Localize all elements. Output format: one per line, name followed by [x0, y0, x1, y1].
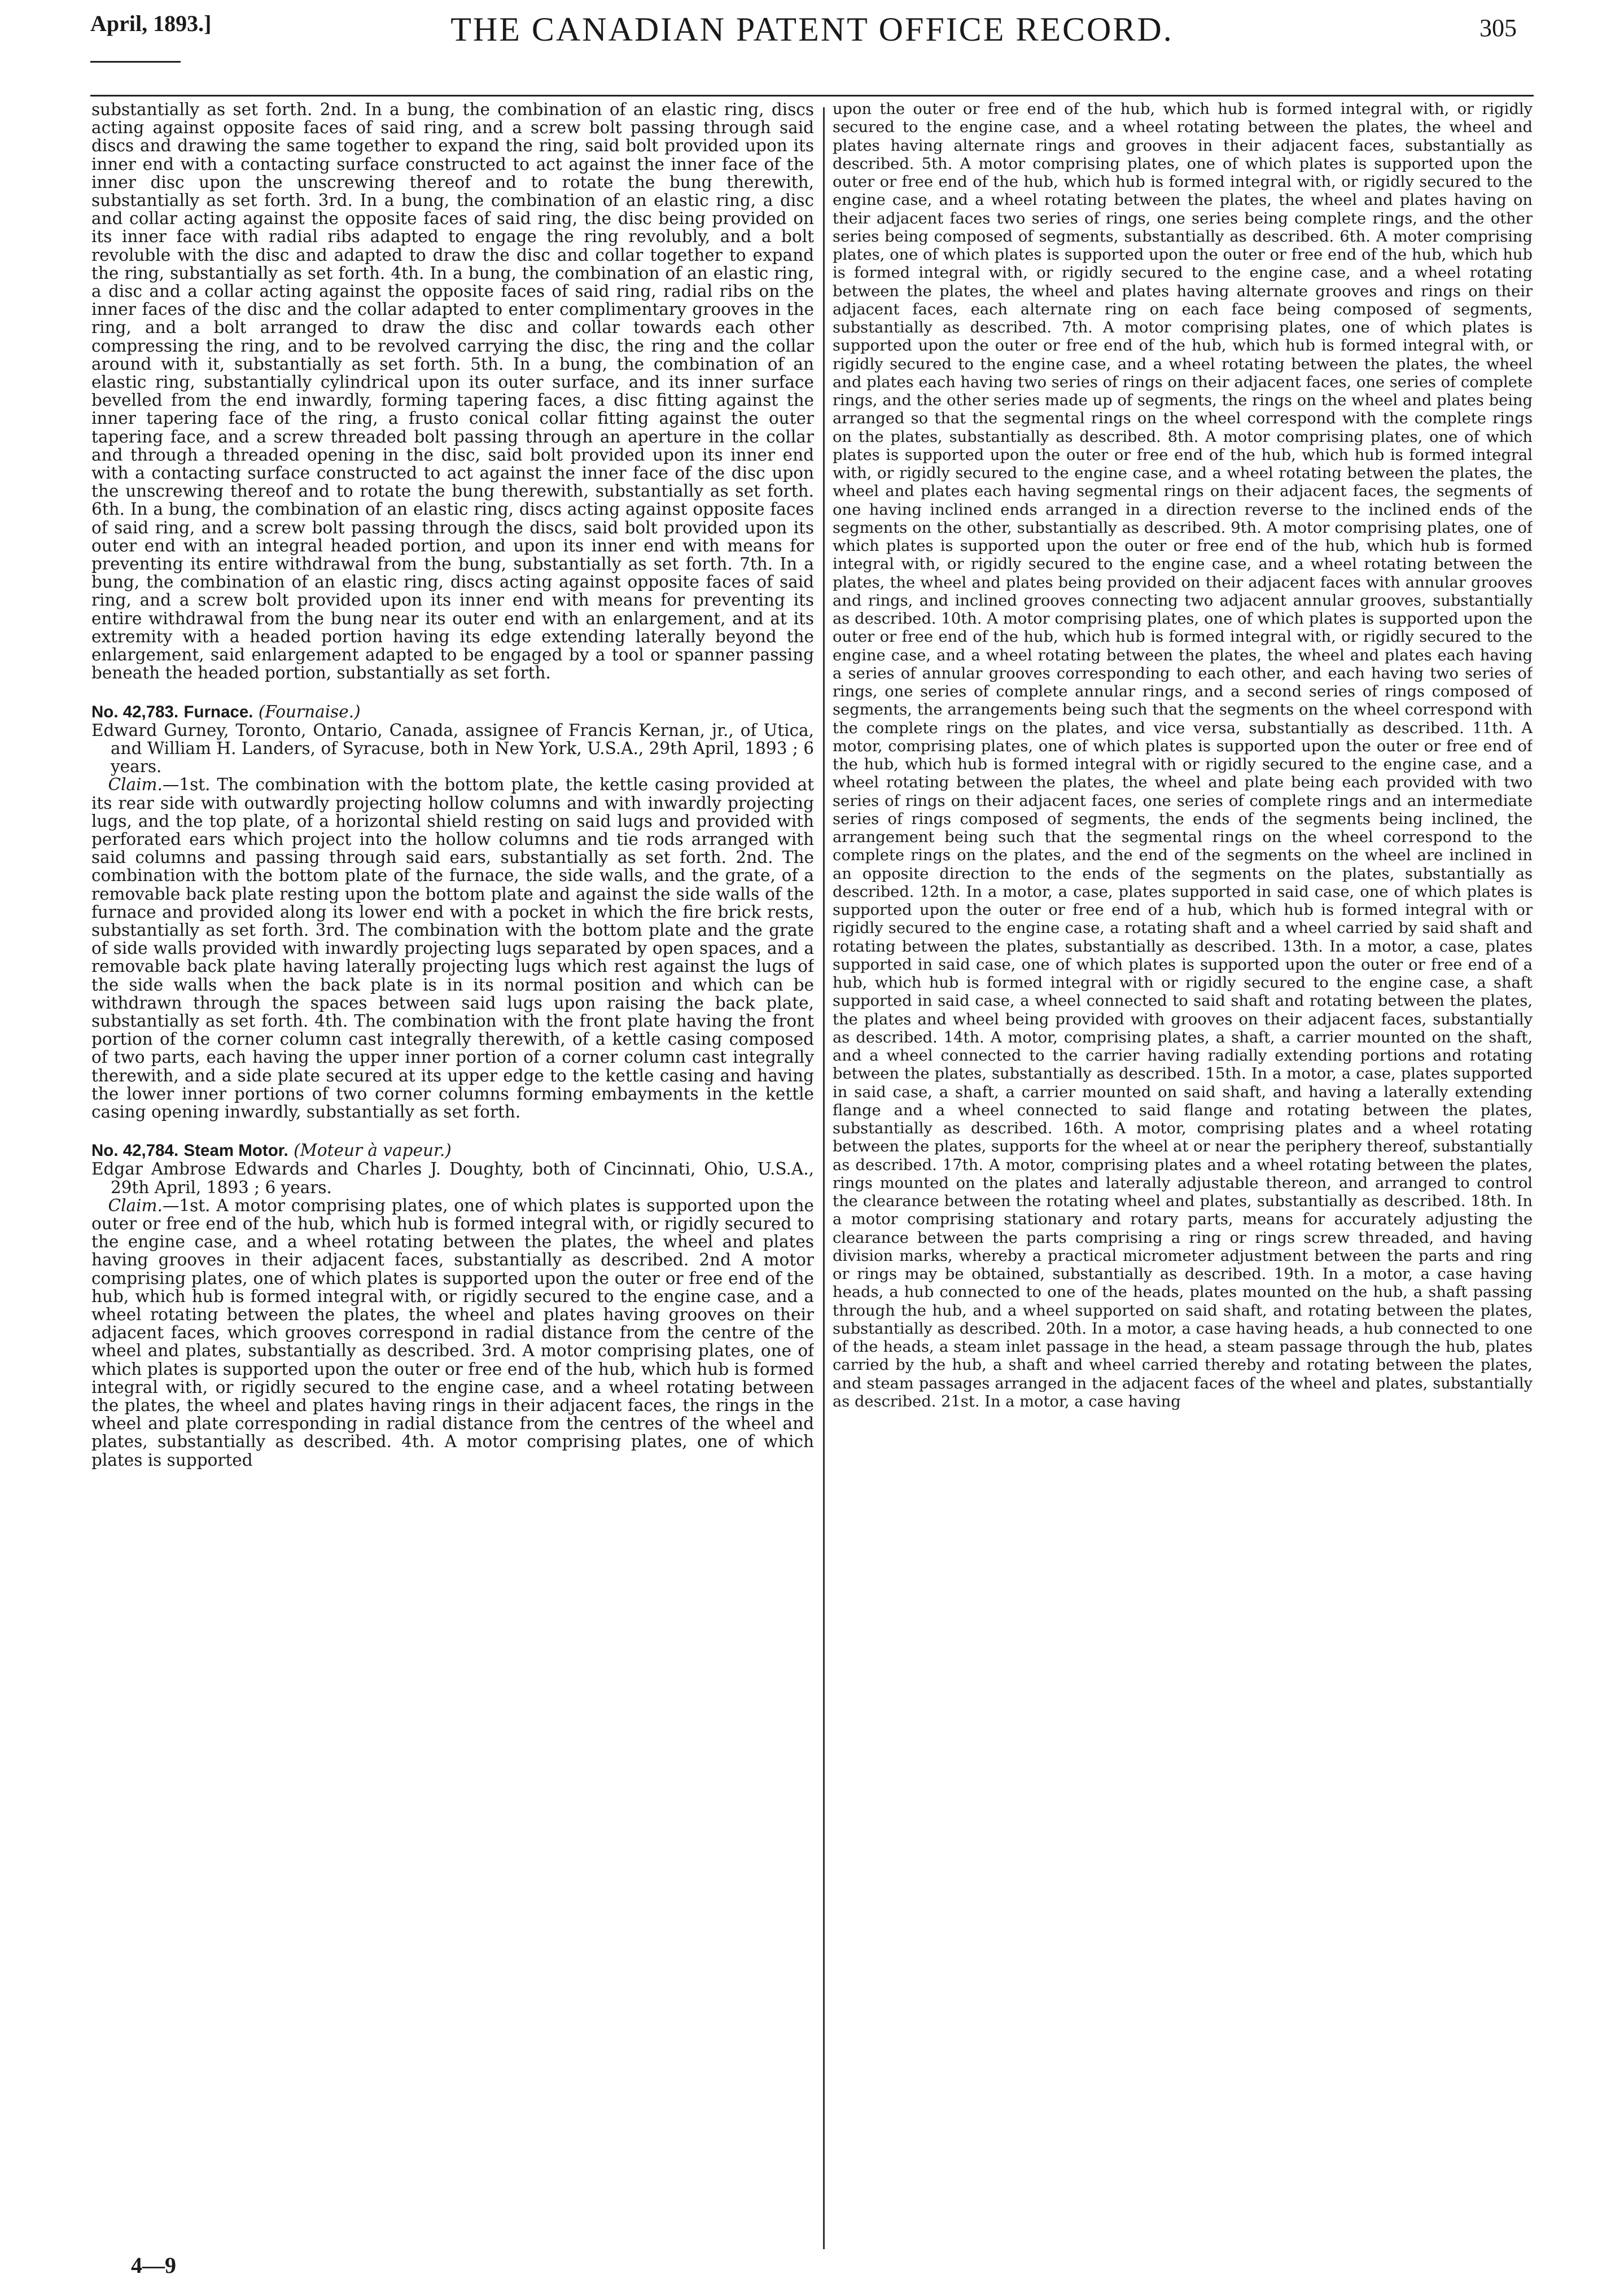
patent-french-title: (Fournaise.) [258, 702, 361, 721]
claim-label: Claim. [108, 1195, 163, 1215]
patent-entry-heading [91, 1141, 814, 1160]
patent-entry-heading [91, 703, 814, 721]
header-date: April, 1893.] [90, 11, 212, 36]
patent-number: No. 42,783. [91, 702, 179, 721]
patent-inventor: Edward Gurney, Toronto, Ontario, Canada, assignee of Francis Kernan, jr., of Utica, and William H. Landers, of Syracuse, both in New York, U.S.A., 29th April, 1893 ; 6 years. [91, 720, 814, 777]
patent-claims [91, 775, 814, 1121]
header-short-rule [90, 61, 181, 63]
patent-number: No. 42,784. [91, 1141, 179, 1160]
column-divider [823, 107, 825, 2249]
patent-title: Furnace. [183, 702, 253, 721]
right-column [833, 100, 1533, 1411]
claim-label: Claim. [108, 775, 163, 795]
left-column [91, 100, 814, 1469]
page-number: 305 [1479, 14, 1517, 42]
patent-claims [91, 1197, 814, 1469]
page-title: THE CANADIAN PATENT OFFICE RECORD. [450, 11, 1174, 48]
header-rule [90, 95, 1534, 97]
claims-text: —1st. The combination with the bottom plate, the kettle casing provided at its rear side with outwardly projecting hollow columns and with inwardly projecting lugs, and the top plate, of a horizontal shield resting on said lugs and provided with perforated ears which project into the hollow columns and tie rods arranged with said columns and passing through said ears, substantially as set forth. 2nd. The combination with the bottom plate of the furnace, the side walls, and the grate, of a removable back plate resting upon the bottom plate and against the side walls of the furnace and provided along its lower end with a pocket in which the fire brick rests, substantially as set forth. 3rd. The combination with the bottom plate and the grate of side walls provided with inwardly projecting lugs separated by open spaces, and a removable back plate having laterally projecting lugs which rest against the lugs of the side walls when the back plate is in its normal position and which can be withdrawn through the spaces between said lugs upon raising the back plate, substantially as set forth. 4th. The combination with the front plate having the front portion of the corner column cast integrally therewith, of a kettle casing composed of two parts, each having the upper inner portion of a corner column cast integrally therewith, and a side plate secured at its upper edge to the kettle casing and having the lower inner portions of two corner columns forming embayments in the kettle casing opening inwardly, substantially as set forth. [91, 775, 814, 1121]
signature-mark: 4—9 [131, 2253, 176, 2278]
claims-continuation: substantially as set forth. 2nd. In a bung, the combination of an elastic ring, discs acting against opposite faces of said ring, and a screw bolt passing through said discs and drawing the same together to expand the ring, said bolt provided upon its inner end with a contacting surface constructed to act against the inner face of the inner disc upon the unscrewing thereof and to rotate the bung therewith, substantially as set forth. 3rd. In a bung, the combination of an elastic ring, a disc and collar acting against the opposite faces of said ring, the disc being provided on its inner face with radial ribs adapted to engage the ring revolubly, and a bolt revoluble with the disc and adapted to draw the disc and collar together to expand the ring, substantially as set forth. 4th. In a bung, the combination of an elastic ring, a disc and a collar acting against the opposite faces of said ring, radial ribs on the inner faces of the disc and the collar adapted to enter complimentary grooves in the ring, and a bolt arranged to draw the disc and collar towards each other compressing the ring, and to be revolved carrying the disc, the ring and the collar around with it, substantially as set forth. 5th. In a bung, the combination of an elastic ring, substantially cylindrical upon its outer surface, and its inner surface bevelled from the end inwardly, forming tapering faces, a disc fitting against the inner tapering face of the ring, a frusto conical collar fitting against the outer tapering face, and a screw threaded bolt passing through an aperture in the collar and through a threaded opening in the disc, said bolt provided upon its inner end with a contacting surface constructed to act against the inner face of the disc upon the unscrewing thereof and to rotate the bung therewith, substantially as set forth. 6th. In a bung, the combination of an elastic ring, discs acting against opposite faces of said ring, and a screw bolt passing through the discs, said bolt provided upon its outer end with an integral headed portion, and upon its inner end with means for preventing its entire withdrawal from the bung, substantially as set forth. 7th. In a bung, the combination of an elastic ring, discs acting against opposite faces of said ring, and a screw bolt provided upon its inner end with means for preventing its entire withdrawal from the bung near its outer end with an enlargement, and at its extremity with a headed portion having its edge extending laterally beyond the enlargement, said enlargement adapted to be engaged by a tool or spanner passing beneath the headed portion, substantially as set forth. [91, 100, 814, 683]
patent-inventor: Edgar Ambrose Edwards and Charles J. Doughty, both of Cincinnati, Ohio, U.S.A., 29th April, 1893 ; 6 years. [91, 1159, 814, 1197]
patent-title: Steam Motor. [183, 1141, 288, 1160]
patent-french-title: (Moteur à vapeur.) [294, 1141, 452, 1160]
claims-text: —1st. A motor comprising plates, one of which plates is supported upon the outer or free end of the hub, which hub is formed integral with, or rigidly secured to the engine case, and a wheel rotating between the plates, the wheel and plates having grooves in their adjacent faces, substantially as described. 2nd A motor comprising plates, one of which plates is supported upon the outer or free end of the hub, which hub is formed integral with, or rigidly secured to the engine case, and a wheel rotating between the plates, the wheel and plates having grooves on their adjacent faces, which grooves correspond in radial distance from the centre of the wheel and plates, substantially as described. 3rd. A motor comprising plates, one of which plates is supported upon the outer or free end of the hub, which hub is formed integral with, or rigidly secured to the engine case, and a wheel rotating between the plates, the wheel and plates having rings in their adjacent faces, the rings in the wheel and plate corresponding in radial distance from the centres of the wheel and plates, substantially as described. 4th. A motor comprising plates, one of which plates is supported [91, 1195, 814, 1469]
right-column-text: upon the outer or free end of the hub, which hub is formed integral with, or rigidly secured to the engine case, and a wheel rotating between the plates, the wheel and plates having alternate rings and grooves in their adjacent faces, substantially as described. 5th. A motor comprising plates, one of which plates is supported upon the outer or free end of the hub, which hub is formed integral with, or rigidly secured to the engine case, and a wheel rotating between the plates, the wheel and plates having on their adjacent faces two series of rings, one series being complete rings, and the other series being composed of segments, substantially as described. 6th. A moter comprising plates, one of which plates is supported upon the outer or free end of the hub, which hub is formed integral with, or rigidly secured to the engine case, and a wheel rotating between the plates, the wheel and plates having alternate grooves and rings on their adjacent faces, each alternate ring on each face being composed of segments, substantially as described. 7th. A motor comprising plates, one of which plates is supported upon the outer or free end of the hub, which hub is formed integral with, or rigidly secured to the engine case, and a wheel rotating between the plates, the wheel and plates each having two series of rings on their adjacent faces, one series of complete rings, and the other series made up of segments, the rings on the wheel and plates being arranged so that the segmental rings on the wheel correspond with the complete rings on the plates, substantially as described. 8th. A motor comprising plates, one of which plates is supported upon the outer or free end of the hub, which hub is formed integral with, or rigidly secured to the engine case, and a wheel rotating between the plates, the wheel and plates each having segmental rings on their adjacent faces, the segments of one having inclined ends arranged in a direction reverse to the inclined ends of the segments on the other, substantially as described. 9th. A motor comprising plates, one of which plates is supported upon the outer or free end of the hub, which hub is formed integral with, or rigidly secured to the engine case, and a wheel rotating between the plates, the wheel and plates being provided on their adjacent faces with annular grooves and rings, and inclined grooves connecting two adjacent annular grooves, substantially as described. 10th. A motor comprising plates, one of which plates is supported upon the outer or free end of the hub, which hub is formed integral with, or rigidly secured to the engine case, and a wheel rotating between the plates, the wheel and plates each having a series of annular grooves corresponding to each other, and each having two series of rings, one series of complete annular rings, and a second series of rings composed of segments, the arrangements being such that the segments on the wheel correspond with the complete rings on the plates, and vice versa, substantially as described. 11th. A motor, comprising plates, one of which plates is supported upon the outer or free end of the hub, which hub is formed integral with or rigidly secured to the engine case, and a wheel rotating between the plates, the wheel and plate being each provided with two series of rings on their adjacent faces, one series of complete rings and an intermediate series of rings composed of segments, the ends of the segments being inclined, the arrangement being such that the segmental rings on the wheel correspond to the complete rings on the plates, and the end of the segments on the wheel are inclined in an opposite direction to the ends of the segments on the plates, substantially as described. 12th. In a motor, a case, plates supported in said case, one of which plates is supported upon the outer or free end of a hub, which hub is formed integral with or rigidly secured to the engine case, a rotating shaft and a wheel carried by said shaft and rotating between the plates, substantially as described. 13th. In a motor, a case, plates supported in said case, one of which plates is supported upon the outer or free end of a hub, which hub is formed integral with or rigidly secured to the engine case, a shaft supported in said case, a wheel connected to said shaft and rotating between the plates, the plates and wheel being provided with grooves on their adjacent faces, substantially as described. 14th. A motor, comprising plates, a shaft, a carrier mounted on the shaft, and a wheel connected to the carrier having radially extending portions and rotating between the plates, substantially as described. 15th. In a motor, a case, plates supported in said case, a shaft, a carrier mounted on said shaft, and having a laterally extending flange and a wheel connected to said flange and rotating between the plates, substantially as described. 16th. A motor, comprising plates and a wheel rotating between the plates, supports for the wheel at or near the periphery thereof, substantially as described. 17th. A motor, comprising plates and a wheel rotating between the plates, rings mounted on the plates and laterally adjustable thereon, and arranged to control the clearance between the rotating wheel and plates, substantially as described. 18th. In a motor comprising stationary and rotary parts, means for accurately adjusting the clearance between the parts comprising a ring or rings screw threaded, and having division marks, whereby a practical micrometer adjustment between the parts and ring or rings may be obtained, substantially as described. 19th. In a motor, a case having heads, a hub connected to one of the heads, plates mounted on the hub, a shaft passing through the hub, and a wheel supported on said shaft, and rotating between the plates, substantially as described. 20th. In a motor, a case having heads, a hub connected to one of the heads, a steam inlet passage in the head, a steam passage through the hub, plates carried by the hub, a shaft and wheel carried thereby and rotating between the plates, and steam passages arranged in the adjacent faces of the wheel and plates, substantially as described. 21st. In a motor, a case having [833, 100, 1533, 1410]
